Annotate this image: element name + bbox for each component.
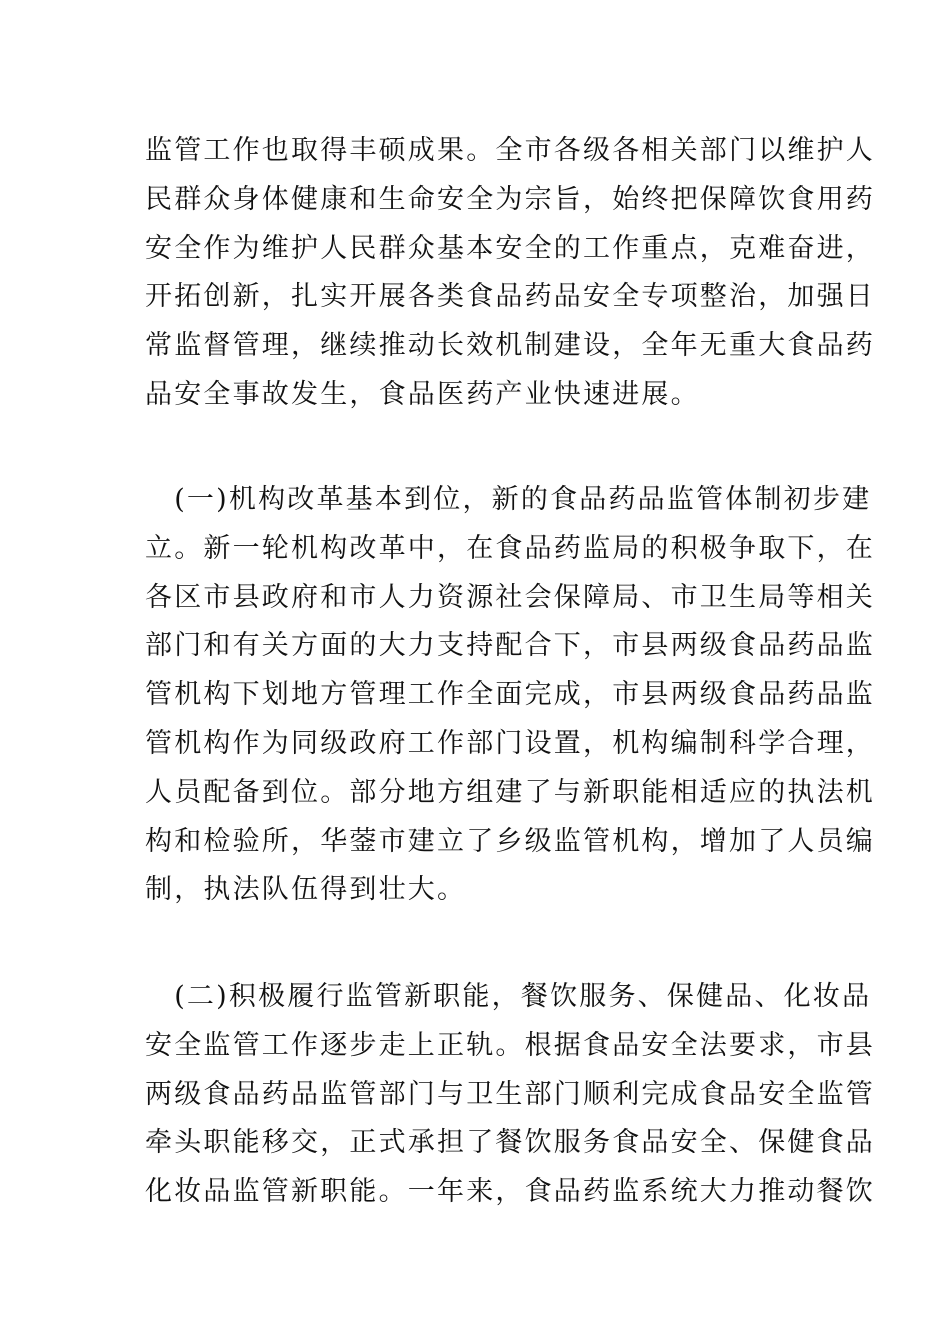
paragraph-3: [145, 973, 875, 1217]
paragraph-line: 制，执法队伍得到壮大。: [145, 874, 467, 906]
paragraph-line: 各区市县政府和市人力资源社会保障局、市卫生局等相关: [145, 581, 875, 613]
paragraph-line: (一)机构改革基本到位，新的食品药品监管体制初步建: [145, 484, 872, 515]
paragraph-line: 常监督管理，继续推动长效机制建设，全年无重大食品药: [145, 330, 875, 362]
paragraph-line: 安全作为维护人民群众基本安全的工作重点，克难奋进，: [145, 232, 875, 264]
paragraph-line: 管机构下划地方管理工作全面完成，市县两级食品药品监: [145, 679, 875, 711]
paragraph-line: 化妆品监管新职能。一年来，食品药监系统大力推动餐饮: [145, 1176, 875, 1208]
paragraph-line: (二)积极履行监管新职能，餐饮服务、保健品、化妆品: [145, 981, 872, 1012]
paragraph-line: 开拓创新，扎实开展各类食品药品安全专项整治，加强日: [145, 281, 875, 313]
paragraph-line: 监管工作也取得丰硕成果。全市各级各相关部门以维护人: [145, 135, 875, 166]
paragraph-1: [145, 127, 875, 420]
paragraph-line: 部门和有关方面的大力支持配合下，市县两级食品药品监: [145, 630, 875, 662]
paragraph-line: 构和检验所，华蓥市建立了乡级监管机构，增加了人员编: [145, 825, 875, 857]
paragraph-line: 人员配备到位。部分地方组建了与新职能相适应的执法机: [145, 776, 875, 808]
paragraph-line: 立。新一轮机构改革中，在食品药监局的积极争取下，在: [145, 532, 875, 564]
paragraph-line: 品安全事故发生，食品医药产业快速进展。: [145, 378, 700, 410]
paragraph-line: 管机构作为同级政府工作部门设置，机构编制科学合理，: [145, 727, 875, 759]
paragraph-line: 牵头职能移交，正式承担了餐饮服务食品安全、保健食品: [145, 1127, 875, 1159]
paragraph-line: 民群众身体健康和生命安全为宗旨，始终把保障饮食用药: [145, 183, 875, 215]
paragraph-line: 两级食品药品监管部门与卫生部门顺利完成食品安全监管: [145, 1078, 875, 1110]
paragraph-2: [145, 476, 875, 915]
paragraph-line: 安全监管工作逐步走上正轨。根据食品安全法要求，市县: [145, 1029, 875, 1061]
